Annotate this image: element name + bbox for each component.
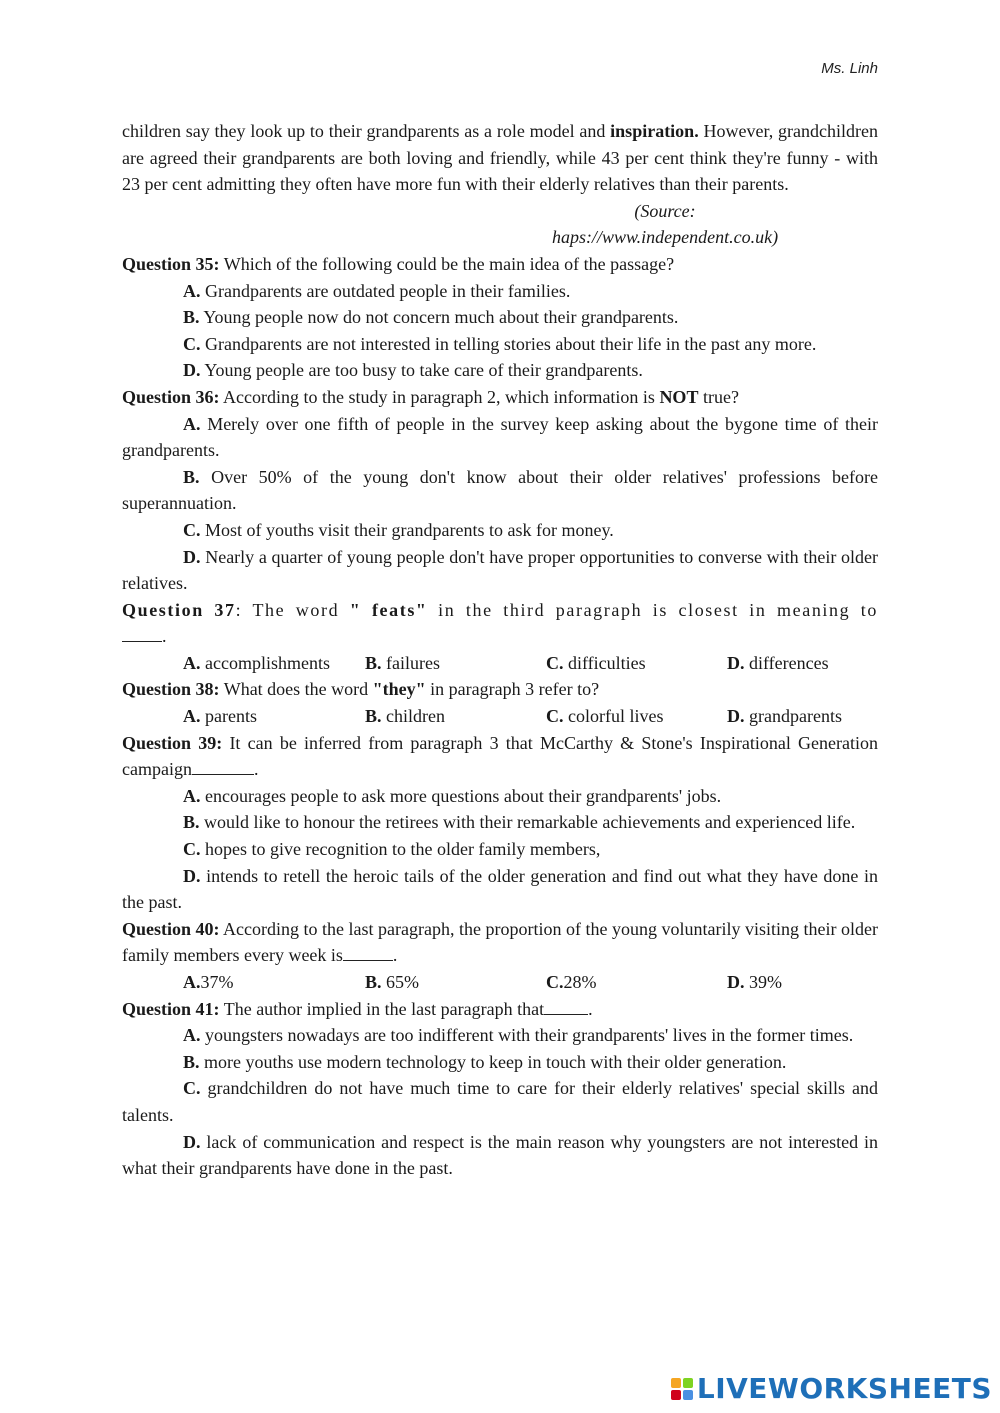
question-37 [122, 597, 878, 650]
question-text-after: in paragraph 3 refer to? [430, 679, 600, 700]
options-row-38 [122, 703, 878, 730]
option-41-a[interactable] [122, 1022, 878, 1049]
logo-square-icon [683, 1378, 693, 1388]
option-text: parents [205, 706, 257, 727]
option-text: hopes to give recognition to the older family members, [205, 839, 601, 860]
question-text: According to the last paragraph, the proportion of the young voluntarily visiting their older family members every week is [122, 918, 878, 966]
question-35 [122, 251, 878, 278]
passage-bold-word: inspiration. [610, 121, 699, 141]
option-letter: A. [183, 652, 201, 673]
question-end: . [253, 759, 259, 780]
question-text: It can be inferred from paragraph 3 that McCarthy & Stone's Inspirational Generation campaign [122, 732, 878, 780]
option-text: differences [749, 652, 829, 673]
option-37-a[interactable] [183, 650, 365, 677]
option-text: intends to retell the heroic tails of the older generation and find out what they have done in the past. [122, 865, 878, 913]
option-37-d[interactable] [727, 650, 829, 677]
option-36-a[interactable] [122, 411, 878, 464]
option-39-a[interactable] [122, 783, 878, 810]
option-letter: D. [727, 652, 745, 673]
option-39-d[interactable] [122, 863, 878, 916]
option-text: grandchildren do not have much time to care for their elderly relatives' special skills and talents. [122, 1078, 878, 1125]
option-35-a[interactable] [122, 278, 878, 305]
question-text-after: in the third paragraph is closest in meaning to [438, 599, 878, 620]
option-text: lack of communication and respect is the main reason why youngsters are not interested in what their grandparents have done in the past. [122, 1131, 879, 1179]
option-letter: B. [183, 812, 200, 833]
option-letter: A. [183, 785, 201, 806]
answer-blank[interactable] [192, 757, 254, 775]
option-letter: B. [183, 307, 200, 328]
question-label: Question 40: [122, 918, 220, 939]
option-text: 39% [749, 972, 782, 992]
question-40 [122, 916, 878, 969]
question-label: Question 35: [122, 253, 220, 274]
option-text: grandparents [749, 706, 842, 727]
option-letter: A. [183, 413, 201, 434]
question-text: The author implied in the last paragraph that [223, 998, 545, 1019]
option-text: Nearly a quarter of young people don't have proper opportunities to converse with their older relatives. [122, 546, 878, 594]
option-36-d[interactable] [122, 544, 878, 597]
question-end: . [392, 945, 398, 966]
option-letter: C. [183, 1078, 201, 1099]
option-text: Grandparents are outdated people in their families. [205, 280, 571, 301]
option-text: failures [386, 652, 440, 673]
option-35-c[interactable] [122, 331, 878, 358]
answer-blank[interactable] [544, 997, 588, 1015]
option-35-b[interactable] [122, 304, 878, 331]
option-letter: B. [365, 972, 382, 992]
option-39-c[interactable] [122, 836, 878, 863]
option-41-d[interactable] [122, 1129, 878, 1182]
option-text: 65% [386, 972, 420, 992]
question-36 [122, 384, 878, 411]
option-40-c[interactable] [546, 969, 727, 996]
option-text: accomplishments [205, 652, 330, 673]
answer-blank[interactable] [343, 943, 393, 961]
option-letter: B. [183, 466, 200, 487]
option-41-b[interactable] [122, 1049, 878, 1076]
option-letter: A. [183, 706, 201, 727]
passage-paragraph [122, 118, 878, 198]
question-bold-word: "they" [372, 679, 426, 700]
question-label: Question 37 [122, 599, 236, 620]
option-letter: B. [365, 652, 382, 673]
option-letter: A. [183, 280, 201, 301]
option-text: Young people now do not concern much about their grandparents. [203, 307, 679, 328]
option-text: children [386, 706, 445, 727]
question-end: . [162, 626, 169, 647]
question-label: Question 39: [122, 732, 223, 753]
question-39 [122, 730, 878, 783]
option-text: difficulties [568, 652, 646, 673]
passage-text-rest: However, grandchildren are agreed their grandparents are both loving and friendly, while 43 per cent think they're funny - with 23 per cent admitting they often have more fun with their elderly relatives than their parents. [122, 121, 879, 195]
option-text: Over 50% of the young don't know about their older relatives' professions before superannuation. [122, 466, 879, 514]
option-letter: C. [183, 839, 201, 860]
option-text: Grandparents are not interested in telling stories about their life in the past any more. [205, 333, 817, 354]
answer-blank[interactable] [122, 624, 162, 642]
worksheet-content [122, 118, 878, 1182]
option-37-c[interactable] [546, 650, 727, 677]
question-text: Which of the following could be the main idea of the passage? [223, 253, 675, 274]
logo-grid-icon [671, 1378, 693, 1400]
logo-square-icon [671, 1378, 681, 1388]
option-text: youngsters nowadays are too indifferent with their grandparents' lives in the former times. [205, 1025, 854, 1046]
question-label: Question 36: [122, 386, 220, 407]
option-38-d[interactable] [727, 703, 842, 730]
option-text: more youths use modern technology to keep in touch with their older generation. [204, 1051, 787, 1072]
option-36-b[interactable] [122, 464, 878, 517]
option-text: Young people are too busy to take care of their grandparents. [204, 360, 643, 381]
option-letter: A. [183, 972, 201, 992]
option-letter: D. [727, 972, 745, 992]
option-text: Most of youths visit their grandparents to ask for money. [205, 519, 614, 540]
passage-text: children say they look up to their grandparents as a role model and [122, 121, 606, 141]
option-37-b[interactable] [365, 650, 546, 677]
option-letter: B. [183, 1051, 200, 1072]
liveworksheets-logo[interactable] [671, 1372, 992, 1405]
option-letter: C. [183, 333, 201, 354]
option-35-d[interactable] [122, 357, 878, 384]
options-row-40 [122, 969, 878, 996]
option-40-b[interactable] [365, 969, 546, 996]
option-letter: D. [727, 706, 745, 727]
question-text: What does the word [223, 679, 369, 700]
options-row-37 [122, 650, 878, 677]
question-label: Question 38: [122, 679, 220, 700]
option-letter: B. [365, 706, 382, 727]
question-end: . [588, 998, 593, 1019]
option-text: 37% [200, 972, 234, 992]
option-letter: C. [183, 519, 201, 540]
option-38-a[interactable] [183, 703, 365, 730]
question-text-after: true? [702, 386, 739, 407]
option-letter: D. [183, 865, 201, 886]
option-letter: C. [546, 972, 564, 992]
option-text: 28% [563, 972, 597, 992]
author-header: Ms. Linh [821, 60, 878, 77]
question-label: Question 41: [122, 998, 220, 1019]
option-39-b[interactable] [122, 809, 878, 836]
question-bold-word: NOT [659, 386, 699, 407]
option-40-d[interactable] [727, 969, 782, 996]
question-bold-word: " feats" [349, 599, 428, 620]
option-text: colorful lives [568, 706, 664, 727]
question-41 [122, 996, 878, 1023]
question-text: According to the study in paragraph 2, which information is [223, 386, 655, 407]
option-38-b[interactable] [365, 703, 546, 730]
option-letter: D. [183, 360, 201, 381]
question-text: : The word [235, 599, 340, 620]
logo-text: LIVEWORKSHEETS [696, 1372, 992, 1405]
option-text: would like to honour the retirees with their remarkable achievements and experienced life. [204, 812, 856, 833]
option-letter: D. [183, 1131, 201, 1152]
option-letter: C. [546, 652, 564, 673]
source-line-2: haps://www.independent.co.uk) [551, 227, 779, 248]
option-36-c[interactable] [122, 517, 878, 544]
option-letter: C. [546, 706, 564, 727]
option-letter: A. [183, 1025, 201, 1046]
option-38-c[interactable] [546, 703, 727, 730]
logo-square-icon [671, 1390, 681, 1400]
logo-square-icon [683, 1390, 693, 1400]
option-letter: D. [183, 546, 201, 567]
option-text: Merely over one fifth of people in the survey keep asking about the bygone time of their grandparents. [122, 413, 878, 461]
source-line-1: (Source: [634, 200, 696, 221]
option-41-c[interactable] [122, 1075, 878, 1128]
option-text: encourages people to ask more questions about their grandparents' jobs. [205, 785, 722, 806]
question-38 [122, 676, 878, 703]
option-40-a[interactable] [183, 969, 365, 996]
